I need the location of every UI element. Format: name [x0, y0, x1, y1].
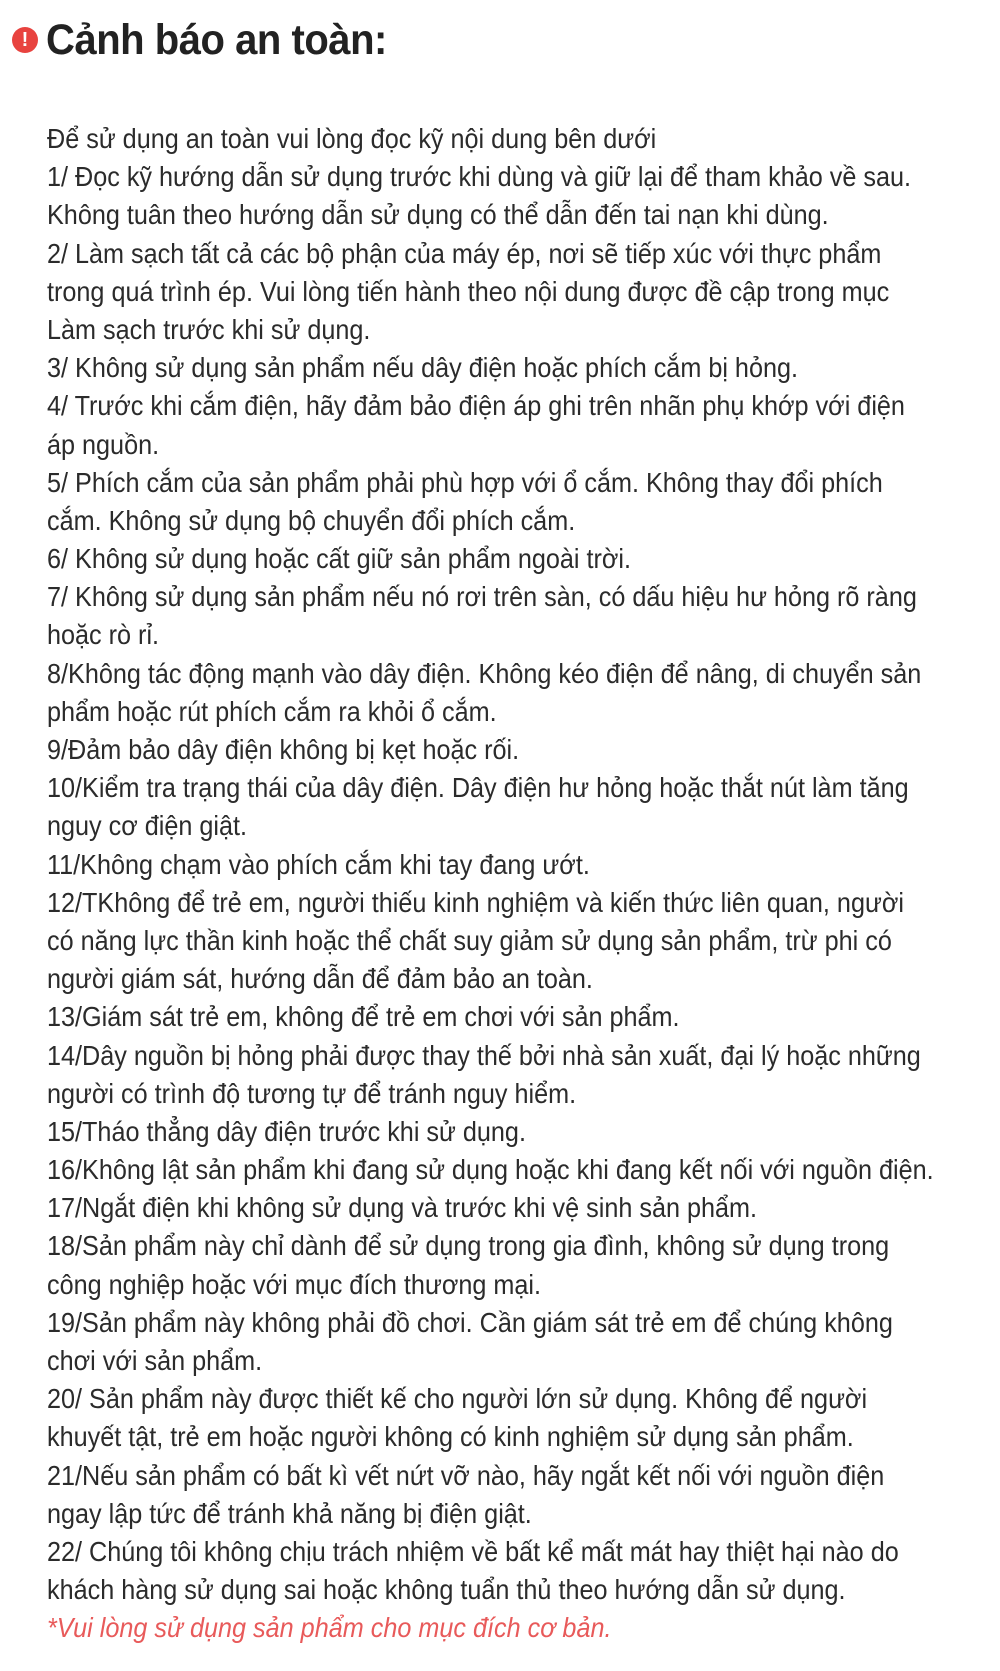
instruction-line: 11/Không chạm vào phích cắm khi tay đang ướt.: [47, 848, 590, 880]
instruction-line: công nghiệp hoặc với mục đích thương mại.: [47, 1268, 541, 1300]
instruction-line: áp nguồn.: [47, 428, 160, 460]
instruction-line: 20/ Sản phẩm này được thiết kế cho người lớn sử dụng. Không để người: [47, 1383, 868, 1415]
instruction-line: có năng lực thần kinh hoặc thể chất suy giảm sử dụng sản phẩm, trừ phi có: [47, 924, 892, 956]
safety-instructions-body: [47, 120, 1000, 1648]
instruction-line: 14/Dây nguồn bị hỏng phải được thay thế bởi nhà sản xuất, đại lý hoặc những: [47, 1039, 921, 1071]
instruction-line: 21/Nếu sản phẩm có bất kì vết nứt vỡ nào, hãy ngắt kết nối với nguồn điện: [47, 1459, 885, 1491]
exclamation-circle-icon: !: [12, 27, 38, 53]
page-title: Cảnh báo an toàn:: [46, 16, 387, 64]
instruction-line: người có trình độ tương tự để tránh nguy hiểm.: [47, 1077, 577, 1109]
instruction-line: 4/ Trước khi cắm điện, hãy đảm bảo điện áp ghi trên nhãn phụ khớp với điện: [47, 390, 905, 422]
instruction-line: 19/Sản phẩm này không phải đồ chơi. Cần giám sát trẻ em để chúng không: [47, 1306, 893, 1338]
instruction-line: 9/Đảm bảo dây điện không bị kẹt hoặc rối.: [47, 734, 520, 765]
instruction-line: 15/Tháo thẳng dây điện trước khi sử dụng.: [47, 1115, 526, 1147]
instruction-line: nguy cơ điện giật.: [47, 810, 248, 842]
instruction-line: 3/ Không sử dụng sản phẩm nếu dây điện hoặc phích cắm bị hỏng.: [47, 352, 798, 384]
instruction-line: trong quá trình ép. Vui lòng tiến hành theo nội dung được đề cập trong mục: [47, 275, 890, 307]
instruction-line: người giám sát, hướng dẫn để đảm bảo an toàn.: [47, 963, 593, 995]
instruction-line: 10/Kiểm tra trạng thái của dây điện. Dây điện hư hỏng hoặc thắt nút làm tăng: [47, 772, 909, 804]
instruction-line: 8/Không tác động mạnh vào dây điện. Không kéo điện để nâng, di chuyển sản: [47, 657, 922, 689]
instruction-line: cắm. Không sử dụng bộ chuyển đổi phích cắm.: [47, 504, 576, 536]
instruction-line: khách hàng sử dụng sai hoặc không tuẩn thủ theo hướng dẫn sử dụng.: [47, 1574, 846, 1606]
instruction-line: 6/ Không sử dụng hoặc cất giữ sản phẩm ngoài trời.: [47, 543, 632, 575]
safety-warning-header: [12, 14, 413, 66]
instruction-line: 12/TKhông để trẻ em, người thiếu kinh nghiệm và kiến thức liên quan, người: [47, 886, 904, 918]
intro-line: Để sử dụng an toàn vui lòng đọc kỹ nội dung bên dưới: [47, 123, 657, 154]
instruction-line: chơi với sản phẩm.: [47, 1345, 263, 1376]
instruction-line: 22/ Chúng tôi không chịu trách nhiệm về bất kể mất mát hay thiệt hại nào do: [47, 1535, 899, 1567]
instruction-line: hoặc rò rỉ.: [47, 619, 160, 651]
instruction-line: ngay lập tức để tránh khả năng bị điện giật.: [47, 1497, 532, 1529]
instruction-line: khuyết tật, trẻ em hoặc người không có kinh nghiệm sử dụng sản phẩm.: [47, 1421, 854, 1453]
instruction-line: 5/ Phích cắm của sản phẩm phải phù hợp với ổ cắm. Không thay đổi phích: [47, 466, 883, 498]
instruction-line: 13/Giám sát trẻ em, không để trẻ em chơi với sản phẩm.: [47, 1001, 680, 1033]
instruction-line: 7/ Không sử dụng sản phẩm nếu nó rơi trên sàn, có dấu hiệu hư hỏng rõ ràng: [47, 581, 917, 613]
instruction-line: 1/ Đọc kỹ hướng dẫn sử dụng trước khi dùng và giữ lại để tham khảo về sau.: [47, 161, 911, 193]
instruction-line: 18/Sản phẩm này chỉ dành để sử dụng trong gia đình, không sử dụng trong: [47, 1230, 890, 1262]
instruction-line: 16/Không lật sản phẩm khi đang sử dụng hoặc khi đang kết nối với nguồn điện.: [47, 1154, 934, 1186]
usage-note: *Vui lòng sử dụng sản phẩm cho mục đích cơ bản.: [47, 1612, 612, 1644]
instruction-line: Không tuân theo hướng dẫn sử dụng có thể dẫn đến tai nạn khi dùng.: [47, 199, 829, 231]
instruction-line: Làm sạch trước khi sử dụng.: [47, 313, 371, 345]
instruction-line: 2/ Làm sạch tất cả các bộ phận của máy ép, nơi sẽ tiếp xúc với thực phẩm: [47, 237, 882, 269]
instruction-line: phẩm hoặc rút phích cắm ra khỏi ổ cắm.: [47, 695, 497, 727]
instruction-line: 17/Ngắt điện khi không sử dụng và trước khi vệ sinh sản phẩm.: [47, 1192, 758, 1224]
